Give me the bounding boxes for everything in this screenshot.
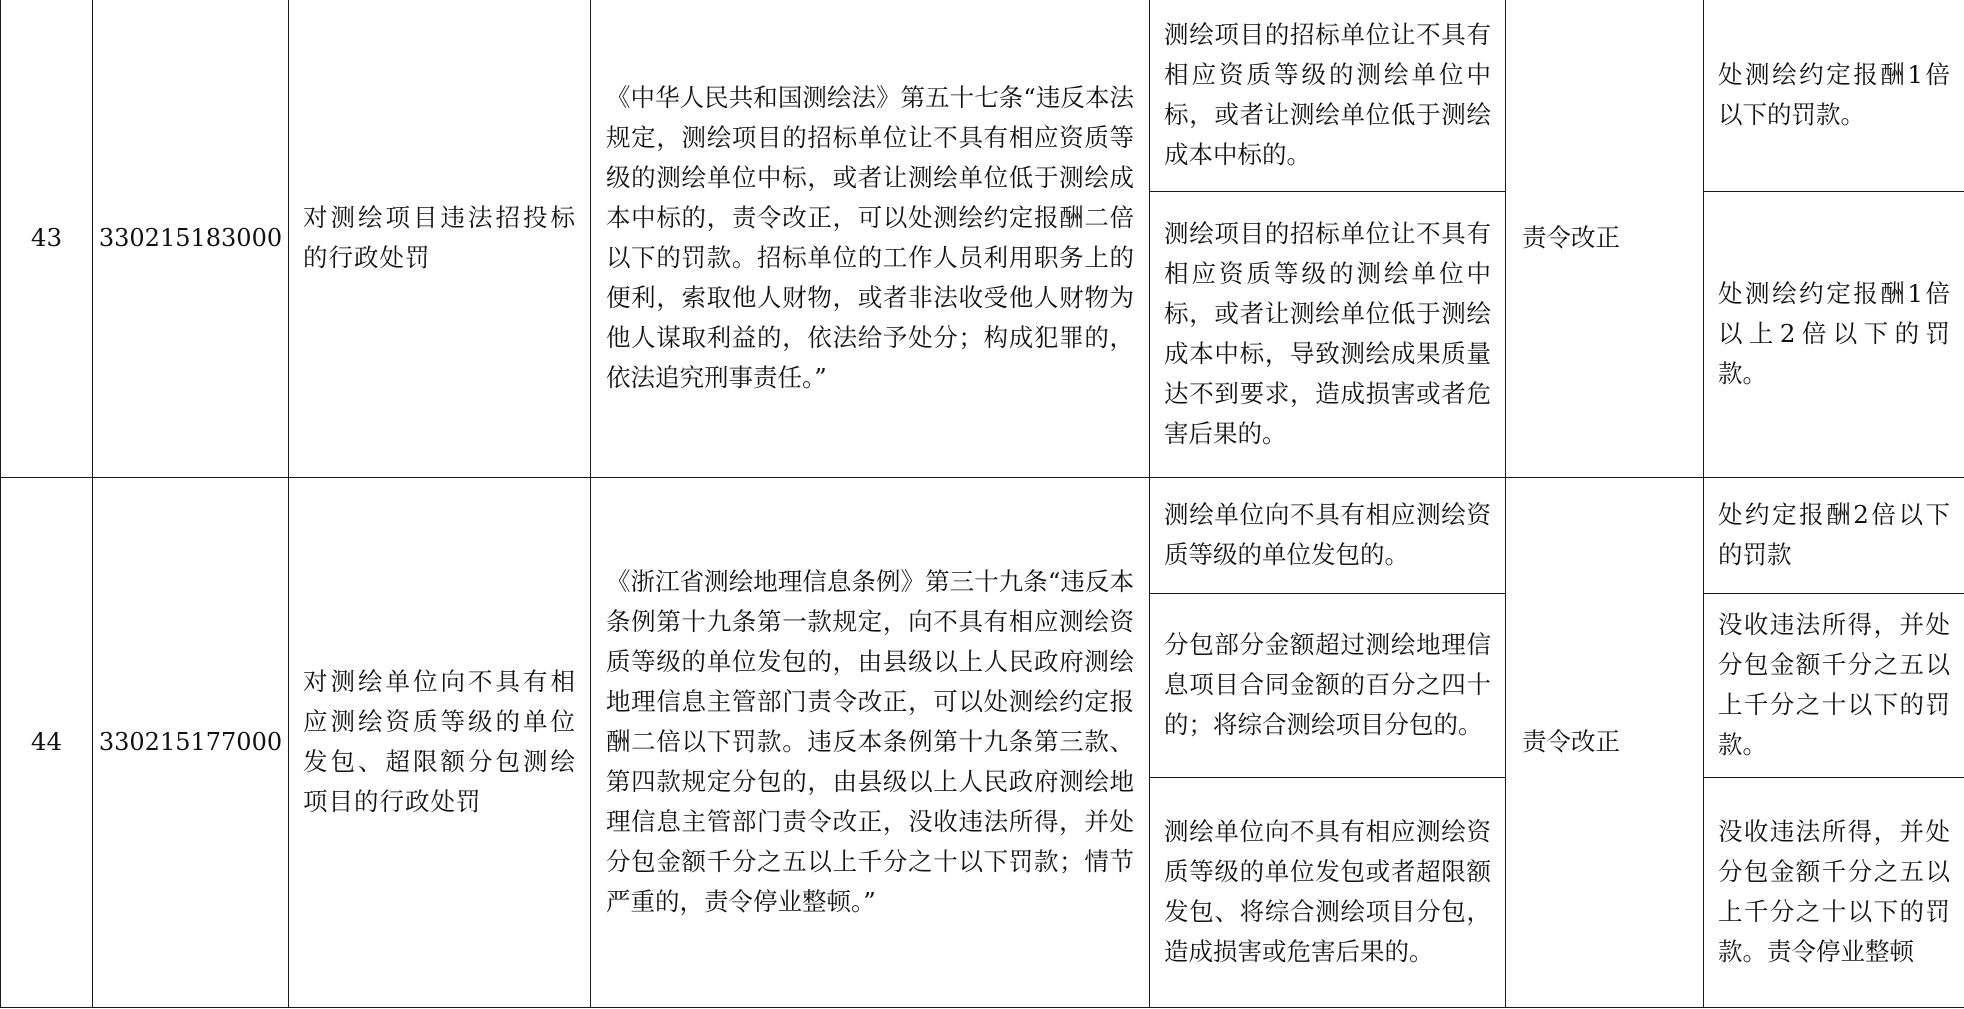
violation-situation: 测绘项目的招标单位让不具有相应资质等级的测绘单位中标，或者让测绘单位低于测绘成本中标，导致测绘成果质量达不到要求，造成损害或者危害后果的。	[1150, 191, 1506, 477]
corrective-action: 责令改正	[1506, 477, 1704, 1007]
item-name: 对测绘单位向不具有相应测绘资质等级的单位发包、超限额分包测绘项目的行政处罚	[289, 477, 591, 1007]
penalty-standard: 没收违法所得，并处分包金额千分之五以上千分之十以下的罚款。	[1704, 593, 1964, 777]
violation-situation: 测绘单位向不具有相应测绘资质等级的单位发包的。	[1150, 477, 1506, 593]
table-row	[1, 477, 1964, 593]
legal-basis: 《浙江省测绘地理信息条例》第三十九条“违反本条例第十九条第一款规定，向不具有相应测绘资质等级的单位发包的，由县级以上人民政府测绘地理信息主管部门责令改正，可以处测绘约定报酬二倍以下罚款。违反本条例第十九条第三款、第四款规定分包的，由县级以上人民政府测绘地理信息主管部门责令改正，没收违法所得，并处分包金额千分之五以上千分之十以下罚款；情节严重的，责令停业整顿。”	[591, 477, 1150, 1007]
corrective-action: 责令改正	[1506, 0, 1704, 477]
row-number: 43	[1, 0, 93, 477]
penalty-standard: 处约定报酬2倍以下的罚款	[1704, 477, 1964, 593]
penalty-standard: 没收违法所得，并处分包金额千分之五以上千分之十以下的罚款。责令停业整顿	[1704, 777, 1964, 1007]
violation-situation: 分包部分金额超过测绘地理信息项目合同金额的百分之四十的；将综合测绘项目分包的。	[1150, 593, 1506, 777]
item-code: 330215183000	[93, 0, 289, 477]
violation-situation: 测绘项目的招标单位让不具有相应资质等级的测绘单位中标，或者让测绘单位低于测绘成本中标的。	[1150, 0, 1506, 191]
item-name: 对测绘项目违法招投标的行政处罚	[289, 0, 591, 477]
penalty-standard: 处测绘约定报酬1倍以下的罚款。	[1704, 0, 1964, 191]
table-row	[1, 0, 1964, 191]
item-code: 330215177000	[93, 477, 289, 1007]
legal-basis: 《中华人民共和国测绘法》第五十七条“违反本法规定，测绘项目的招标单位让不具有相应资质等级的测绘单位中标，或者让测绘单位低于测绘成本中标的，责令改正，可以处测绘约定报酬二倍以下的罚款。招标单位的工作人员利用职务上的便利，索取他人财物，或者非法收受他人财物为他人谋取利益的，依法给予处分；构成犯罪的，依法追究刑事责任。”	[591, 0, 1150, 477]
violation-situation: 测绘单位向不具有相应测绘资质等级的单位发包或者超限额发包、将综合测绘项目分包，造成损害或危害后果的。	[1150, 777, 1506, 1007]
row-number: 44	[1, 477, 93, 1007]
penalty-standard: 处测绘约定报酬1倍以上2倍以下的罚款。	[1704, 191, 1964, 477]
